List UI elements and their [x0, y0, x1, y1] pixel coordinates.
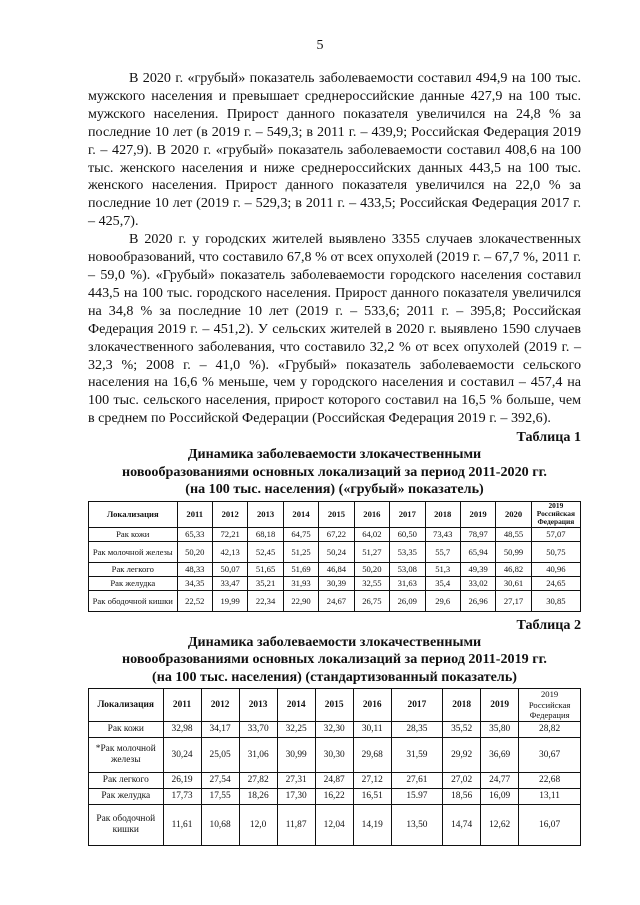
table2-cell: 29,68: [353, 737, 391, 772]
table1-cell: Рак кожи: [89, 527, 178, 541]
table1-cell: 50,75: [531, 541, 580, 562]
table1-cell: 31,63: [390, 576, 425, 590]
table1-cell: 30,61: [496, 576, 531, 590]
table2-header-cell: 2017: [391, 689, 442, 722]
table1-cell: 31,93: [283, 576, 318, 590]
table1-cell: 26,75: [354, 590, 389, 611]
table1-cell: 51,27: [354, 541, 389, 562]
table2-cell: 13,50: [391, 804, 442, 845]
table2-cell: 34,17: [201, 721, 239, 737]
table2-cell: 30,11: [353, 721, 391, 737]
table2-cell: 27,82: [239, 772, 277, 788]
table1-cell: 48,55: [496, 527, 531, 541]
table1-cell: 24,65: [531, 576, 580, 590]
table2-cell: 35,52: [443, 721, 481, 737]
table1-header-cell: 2019 Российская Федерация: [531, 501, 580, 527]
table1-cell: 51,25: [283, 541, 318, 562]
table2-cell: 27,12: [353, 772, 391, 788]
table1-row-breast: [89, 541, 581, 562]
table1-cell: 55,7: [425, 541, 460, 562]
table2-cell: 30,24: [163, 737, 201, 772]
table1-title-line-2: новообразованиями основных локализаций за период 2011-2020 гг.: [122, 463, 547, 480]
table1-cell: 51,3: [425, 562, 460, 576]
table1-cell: 50,20: [177, 541, 212, 562]
table1-cell: 32,55: [354, 576, 389, 590]
table2-cell: 15.97: [391, 788, 442, 804]
table1-header-cell: 2020: [496, 501, 531, 527]
table2-cell: 17,73: [163, 788, 201, 804]
table1-cell: 73,43: [425, 527, 460, 541]
table1-cell: 30,39: [319, 576, 354, 590]
table2-cell: Рак желудка: [89, 788, 164, 804]
table2-cell: 31,06: [239, 737, 277, 772]
table2-cell: 24,87: [315, 772, 353, 788]
table2-cell: Рак кожи: [89, 721, 164, 737]
table1-cell: 65,94: [460, 541, 495, 562]
table1-cell: Рак желудка: [89, 576, 178, 590]
table2-header-cell: 2011: [163, 689, 201, 722]
table2-cell: 33,70: [239, 721, 277, 737]
table2-cell: 32,98: [163, 721, 201, 737]
table2-title-line-2: новообразованиями основных локализаций за период 2011-2019 гг.: [122, 651, 547, 668]
table2-cell: 29,92: [443, 737, 481, 772]
table2-cell: 12,04: [315, 804, 353, 845]
table2-cell: 32,25: [277, 721, 315, 737]
table1-header-row: [89, 501, 581, 527]
table1-cell: 26,96: [460, 590, 495, 611]
table2-cell: 31,59: [391, 737, 442, 772]
table2-header-cell: 2014: [277, 689, 315, 722]
table1-header-cell: 2014: [283, 501, 318, 527]
table1-header-cell: 2016: [354, 501, 389, 527]
table2-cell: 17,30: [277, 788, 315, 804]
table1-header-cell: 2017: [390, 501, 425, 527]
table2-header-cell: 2018: [443, 689, 481, 722]
table1-header-cell: 2011: [177, 501, 212, 527]
table1-title-line-3: (на 100 тыс. населения) («грубый» показатель): [185, 481, 484, 498]
table1-cell: 27,17: [496, 590, 531, 611]
table2-cell: 11,87: [277, 804, 315, 845]
table1-cell: 19,99: [212, 590, 247, 611]
document-body: [88, 70, 581, 846]
page-number: 5: [316, 38, 324, 53]
table1-row-skin: [89, 527, 581, 541]
table2-cell: 27,54: [201, 772, 239, 788]
table1-cell: 50,20: [354, 562, 389, 576]
table2-label: Таблица 2: [516, 616, 581, 633]
table1-cell: 26,09: [390, 590, 425, 611]
table2-cell: 16,07: [519, 804, 581, 845]
table2-header-cell: 2015: [315, 689, 353, 722]
table1-cell: 48,33: [177, 562, 212, 576]
table2-cell: 27,31: [277, 772, 315, 788]
table1-cell: 50,07: [212, 562, 247, 576]
table1-cell: 52,45: [248, 541, 283, 562]
table2-cell: 14,74: [443, 804, 481, 845]
table1-cell: 30,85: [531, 590, 580, 611]
table2-header-cell: Локализация: [89, 689, 164, 722]
table1-header-cell: 2013: [248, 501, 283, 527]
table2-cell: Рак ободочной кишки: [89, 804, 164, 845]
table1-cell: 72,21: [212, 527, 247, 541]
table2-title-line-1: Динамика заболеваемости злокачественными: [187, 633, 482, 650]
table2-header-cell: 2016: [353, 689, 391, 722]
table1-cell: 65,33: [177, 527, 212, 541]
table2-cell: 18,26: [239, 788, 277, 804]
table2-header-cell: 2019 Российская Федерация: [519, 689, 581, 722]
table1-cell: 53,08: [390, 562, 425, 576]
table2-cell: Рак легкого: [89, 772, 164, 788]
table2-row-stomach: [89, 788, 581, 804]
table2-cell: 26,19: [163, 772, 201, 788]
table1-cell: Рак молочной железы: [89, 541, 178, 562]
table1-cell: 49,39: [460, 562, 495, 576]
table2-cell: 24,77: [481, 772, 519, 788]
table1-cell: 51,69: [283, 562, 318, 576]
paragraph-urban-rural-incidence: В 2020 г. у городских жителей выявлено 3355 случаев злокачественных новообразований, что составило 67,8 % от всех опухолей (2019 г. – 67,7 %, 2011 г. – 59,0 %). «Грубый» показатель заболеваемости городского населения составил 443,5 на 100 тыс. городского населения. Прирост данного показателя увеличился на 34,8 % за последние 10 лет (2019 г. – 533,6; 2011 г. – 395,8; Российская Федерация 2019 г. – 451,2). У сельских жителей в 2020 г. выявлено 1590 случаев злокачественного заболевания, что составило 32,2 % от всех опухолей (2019 г. – 32,3 %; 2008 г. – 41,0 %). «Грубый» показатель заболеваемости сельского населения на 16,6 % меньше, чем у городского населения и составил – 457,4 на 100 тыс. сельского населения, прирост которого составил на 16,5 % больше, чем в среднем по Российской Федерации (Российская Федерация 2019 г. – 392,6).: [88, 231, 581, 427]
table2-cell: 17,55: [201, 788, 239, 804]
table2-cell: 28,82: [519, 721, 581, 737]
table2-cell: 35,80: [481, 721, 519, 737]
table2-title-line-3: (на 100 тыс. населения) (стандартизованный показатель): [152, 668, 517, 685]
table2-header-cell: 2012: [201, 689, 239, 722]
table1-header-cell: Локализация: [89, 501, 178, 527]
table1-cell: 34,35: [177, 576, 212, 590]
table1-label: Таблица 1: [516, 429, 581, 446]
table2-header-row: [89, 689, 581, 722]
table2-cell: *Рак молочной железы: [89, 737, 164, 772]
table1-cell: 35,21: [248, 576, 283, 590]
table1-row-lung: [89, 562, 581, 576]
table1-cell: Рак ободочной кишки: [89, 590, 178, 611]
table1-cell: 35,4: [425, 576, 460, 590]
table1-cell: 40,96: [531, 562, 580, 576]
table2-row-lung: [89, 772, 581, 788]
table2-row-skin: [89, 721, 581, 737]
table1-cell: 29,6: [425, 590, 460, 611]
table2-cell: 16,22: [315, 788, 353, 804]
table2-header-cell: 2019: [481, 689, 519, 722]
table1-header-cell: 2018: [425, 501, 460, 527]
table2-cell: 36,69: [481, 737, 519, 772]
table1-cell: 60,50: [390, 527, 425, 541]
table1-crude-incidence: [88, 501, 581, 612]
table1-cell: 78,97: [460, 527, 495, 541]
table1-cell: 53,35: [390, 541, 425, 562]
table2-cell: 30,99: [277, 737, 315, 772]
table2-cell: 12,62: [481, 804, 519, 845]
table1-cell: 51,65: [248, 562, 283, 576]
table1-header-cell: 2015: [319, 501, 354, 527]
table1-cell: 24,67: [319, 590, 354, 611]
table1-title-line-1: Динамика заболеваемости злокачественными: [187, 446, 482, 463]
table2-cell: 27,61: [391, 772, 442, 788]
table1-cell: 42,13: [212, 541, 247, 562]
table1-cell: 67,22: [319, 527, 354, 541]
table1-cell: 33,02: [460, 576, 495, 590]
table1-header-cell: 2012: [212, 501, 247, 527]
table2-standardized-incidence: [88, 688, 581, 846]
table2-cell: 30,67: [519, 737, 581, 772]
table2-row-colon: [89, 804, 581, 845]
table1-cell: 57,07: [531, 527, 580, 541]
table2-cell: 10,68: [201, 804, 239, 845]
table1-cell: 68,18: [248, 527, 283, 541]
table1-cell: 64,02: [354, 527, 389, 541]
table2-row-breast: [89, 737, 581, 772]
table2-cell: 16,09: [481, 788, 519, 804]
table2-cell: 25,05: [201, 737, 239, 772]
table1-cell: 64,75: [283, 527, 318, 541]
table2-cell: 22,68: [519, 772, 581, 788]
table2-header-cell: 2013: [239, 689, 277, 722]
table1-cell: 50,99: [496, 541, 531, 562]
table1-header-cell: 2019: [460, 501, 495, 527]
table2-cell: 11,61: [163, 804, 201, 845]
table2-cell: 18,56: [443, 788, 481, 804]
table1-cell: 22,34: [248, 590, 283, 611]
table1-cell: Рак легкого: [89, 562, 178, 576]
table1-cell: 33,47: [212, 576, 247, 590]
table2-cell: 12,0: [239, 804, 277, 845]
table1-cell: 46,82: [496, 562, 531, 576]
table2-cell: 30,30: [315, 737, 353, 772]
table2-cell: 14,19: [353, 804, 391, 845]
table2-cell: 28,35: [391, 721, 442, 737]
table1-cell: 22,90: [283, 590, 318, 611]
table1-row-stomach: [89, 576, 581, 590]
table1-cell: 50,24: [319, 541, 354, 562]
table2-cell: 13,11: [519, 788, 581, 804]
table1-row-colon: [89, 590, 581, 611]
table2-cell: 16,51: [353, 788, 391, 804]
table2-cell: 27,02: [443, 772, 481, 788]
table1-cell: 22,52: [177, 590, 212, 611]
table2-cell: 32,30: [315, 721, 353, 737]
paragraph-gender-incidence: В 2020 г. «грубый» показатель заболеваемости составил 494,9 на 100 тыс. мужского населения и превышает среднероссийские данные 427,9 на 100 тыс. мужского населения. Прирост данного показателя увеличился на 24,8 % за последние 10 лет (в 2019 г. – 549,3; в 2011 г. – 439,9; Российская Федерация 2019 г. – 427,9). В 2020 г. «грубый» показатель заболеваемости составил 408,6 на 100 тыс. женского населения и ниже среднероссийских данных 443,5 на 100 тыс. женского населения. Прирост данного показателя увеличился на 22,0 % за последние 10 лет (2019 г. – 529,3; в 2011 г. – 433,5; Российская Федерация 2017 г. – 425,7).: [88, 70, 581, 230]
table1-cell: 46,84: [319, 562, 354, 576]
